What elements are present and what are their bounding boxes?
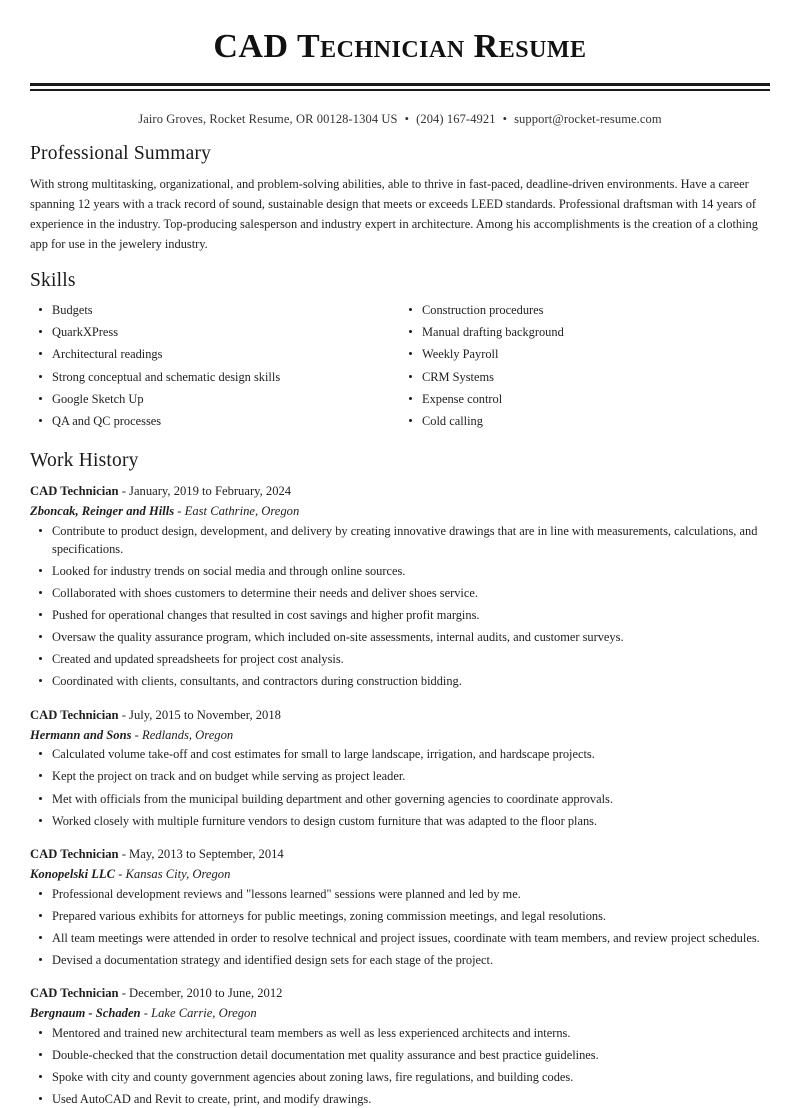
job-title: CAD Technician [30, 483, 119, 498]
contact-separator-2: • [502, 111, 508, 126]
skills-list-right [400, 301, 770, 430]
summary-text: With strong multitasking, organizational, and problem-solving abilities, able to thrive in fast-paced, deadline-driven environments. Have a career spanning 12 years with a track record of sound, sustainable design that meets or exceeds LEED standards. Professional draftsman with 14 years of experience in the industry. Top-producing salesperson and industry expert in architecture. Among his accomplishments is the creation of a clothing app for use in the jewelery industry. [30, 176, 758, 252]
section-skills [30, 270, 770, 434]
job-dates: May, 2013 to September, 2014 [129, 846, 284, 861]
list-item: Looked for industry trends on social media and through online sources. [30, 562, 770, 580]
job-company-line [30, 501, 770, 521]
job-company: Konopelski LLC [30, 867, 116, 882]
list-item: QA and QC processes [30, 412, 400, 430]
contact-email[interactable]: support@rocket-resume.com [514, 111, 662, 126]
list-item: Collaborated with shoes customers to determine their needs and deliver shoes service. [30, 584, 770, 602]
header-divider [30, 83, 770, 91]
skills-list-left [30, 301, 400, 430]
list-item: Expense control [400, 390, 770, 408]
contact-phone: (204) 167-4921 [416, 111, 496, 126]
skills-columns [30, 301, 770, 434]
job-company-line [30, 864, 770, 884]
list-item: Strong conceptual and schematic design skills [30, 368, 400, 386]
list-item: Weekly Payroll [400, 345, 770, 363]
job-title-separator: - [121, 846, 126, 861]
list-item: Construction procedures [400, 301, 770, 319]
job-bullet-list [30, 1024, 770, 1108]
job-dates: January, 2019 to February, 2024 [129, 483, 292, 498]
job-title-separator: - [121, 483, 126, 498]
list-item: Kept the project on track and on budget while serving as project leader. [30, 767, 770, 785]
list-item: Pushed for operational changes that resulted in cost savings and higher profit margins. [30, 606, 770, 624]
job-location: Lake Carrie, Oregon [151, 1006, 257, 1021]
job-company-line [30, 725, 770, 745]
list-item: Double-checked that the construction detail documentation met quality assurance and best practice guidelines. [30, 1046, 770, 1064]
job-title: CAD Technician [30, 986, 119, 1001]
work-history-entry [30, 983, 770, 1108]
job-bullet-list [30, 522, 770, 691]
list-item: All team meetings were attended in order to resolve technical and project issues, coordinate with team members, and review project schedules. [30, 929, 770, 947]
job-title-separator: - [121, 986, 126, 1001]
work-history-entry [30, 481, 770, 691]
list-item: Architectural readings [30, 345, 400, 363]
job-company-separator: - [177, 504, 182, 519]
section-heading-summary: Professional Summary [30, 142, 212, 164]
list-item: QuarkXPress [30, 323, 400, 341]
job-company: Bergnaum - Schaden [30, 1006, 141, 1021]
section-professional-summary [30, 143, 770, 254]
list-item: Worked closely with multiple furniture vendors to design custom furniture that was adapted to the floor plans. [30, 812, 770, 830]
list-item: Contribute to product design, development, and delivery by creating innovative drawings that are in line with measurements, calculations, and specifications. [30, 522, 770, 558]
job-company-separator: - [134, 727, 139, 742]
section-heading-work-history: Work History [30, 449, 139, 471]
job-company: Zboncak, Reinger and Hills [30, 504, 175, 519]
job-bullet-list [30, 885, 770, 969]
list-item: Oversaw the quality assurance program, which included on-site assessments, internal audits, and customer surveys. [30, 628, 770, 646]
contact-separator-1: • [404, 111, 410, 126]
section-heading-skills: Skills [30, 270, 76, 292]
list-item: Created and updated spreadsheets for project cost analysis. [30, 650, 770, 668]
work-history-entry [30, 844, 770, 969]
job-title-line [30, 844, 770, 864]
list-item: Devised a documentation strategy and identified design sets for each stage of the project. [30, 951, 770, 969]
skills-column-right [400, 301, 770, 434]
divider-rule-thin [30, 89, 770, 91]
job-title-line [30, 705, 770, 725]
work-history-entry [30, 705, 770, 830]
page-title: CAD Technician Resume [213, 28, 587, 65]
job-dates: December, 2010 to June, 2012 [129, 986, 283, 1001]
contact-info [30, 112, 770, 127]
job-company-separator: - [118, 867, 123, 882]
list-item: Cold calling [400, 412, 770, 430]
list-item: Prepared various exhibits for attorneys for public meetings, zoning commission meetings, and legal resolutions. [30, 907, 770, 925]
job-company-line [30, 1003, 770, 1023]
list-item: Met with officials from the municipal building department and other governing agencies to coordinate approvals. [30, 790, 770, 808]
list-item: Mentored and trained new architectural team members as well as less experienced architects and interns. [30, 1024, 770, 1042]
list-item: Manual drafting background [400, 323, 770, 341]
list-item: CRM Systems [400, 368, 770, 386]
job-title-line [30, 481, 770, 501]
skills-column-left [30, 301, 400, 434]
job-bullet-list [30, 745, 770, 829]
job-title: CAD Technician [30, 707, 119, 722]
job-title-separator: - [121, 707, 126, 722]
contact-address: Jairo Groves, Rocket Resume, OR 00128-1304 US [138, 111, 398, 126]
job-company-separator: - [143, 1006, 148, 1021]
job-title: CAD Technician [30, 846, 119, 861]
job-location: Kansas City, Oregon [125, 867, 231, 882]
section-work-history [30, 450, 770, 1108]
job-title-line [30, 983, 770, 1003]
list-item: Coordinated with clients, consultants, and contractors during construction bidding. [30, 672, 770, 690]
list-item: Spoke with city and county government agencies about zoning laws, fire regulations, and building codes. [30, 1068, 770, 1086]
job-company: Hermann and Sons [30, 727, 132, 742]
list-item: Budgets [30, 301, 400, 319]
job-dates: July, 2015 to November, 2018 [129, 707, 281, 722]
list-item: Used AutoCAD and Revit to create, print, and modify drawings. [30, 1090, 770, 1108]
job-location: Redlands, Oregon [142, 727, 234, 742]
job-location: East Cathrine, Oregon [184, 504, 300, 519]
list-item: Calculated volume take-off and cost estimates for small to large landscape, irrigation, and hardscape projects. [30, 745, 770, 763]
list-item: Professional development reviews and "lessons learned" sessions were planned and led by me. [30, 885, 770, 903]
list-item: Google Sketch Up [30, 390, 400, 408]
